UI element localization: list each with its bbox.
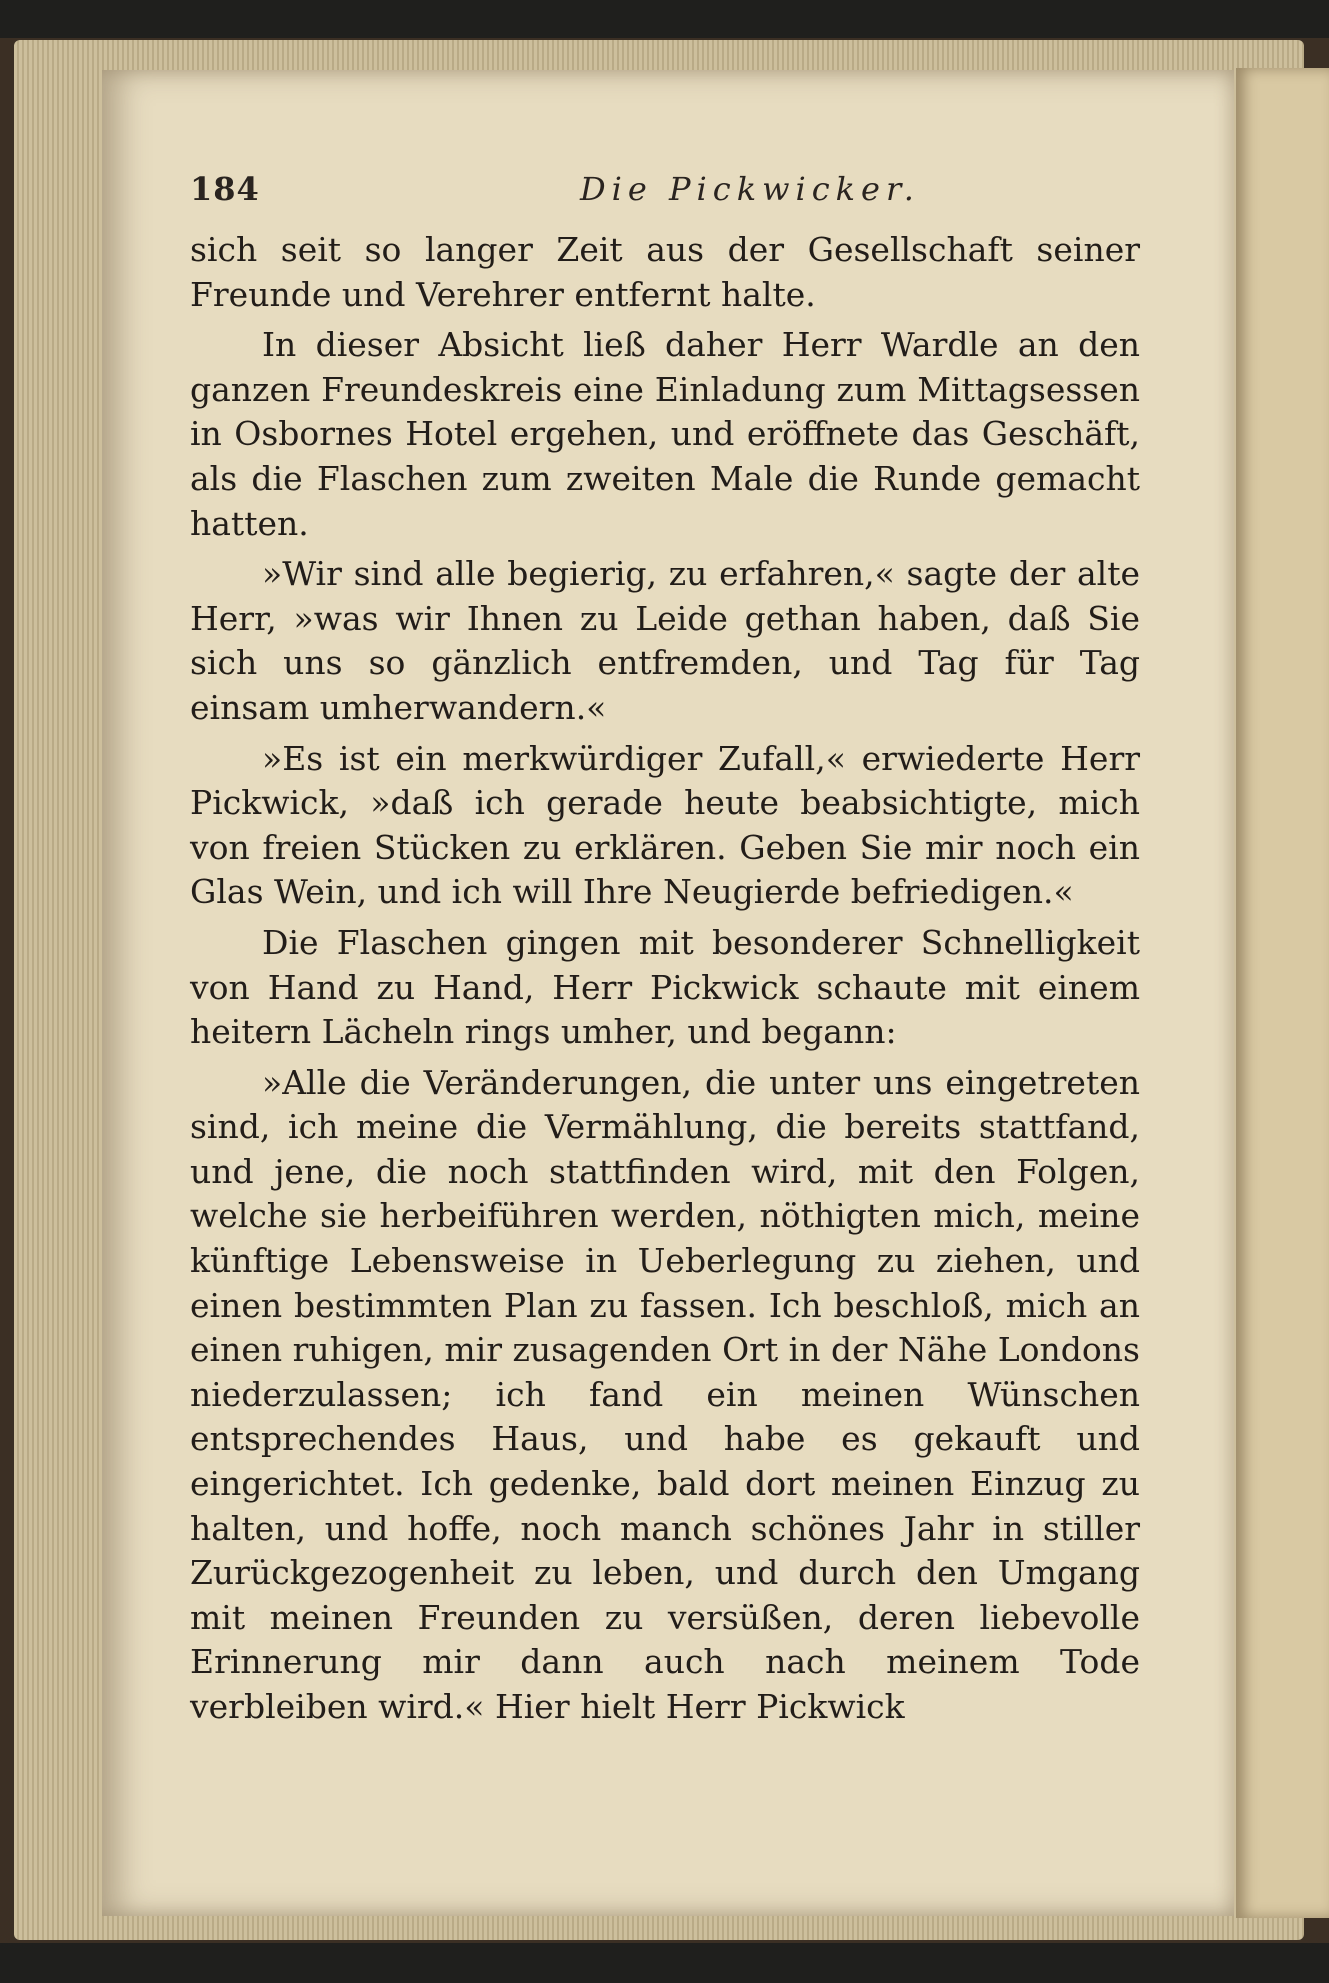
- body-text: [190, 228, 1140, 1736]
- paragraph: »Es ist ein merkwürdiger Zufall,« erwiederte Herr Pickwick, »daß ich gerade heute beabsichtigte, mich von freien Stücken zu erklären. Geben Sie mir noch ein Glas Wein, und ich will Ihre Neugierde befriedigen.«: [190, 738, 1140, 912]
- paragraph: »Wir sind alle begierig, zu erfahren,« sagte der alte Herr, »was wir Ihnen zu Leide gethan haben, daß Sie sich uns so gänzlich entfremden, und Tag für Tag einsam umherwandern.«: [190, 554, 1140, 727]
- paragraph: Die Flaschen gingen mit besonderer Schnelligkeit von Hand zu Hand, Herr Pickwick schaute mit einem heitern Lächeln rings umher, und begann:: [190, 922, 1140, 1052]
- facing-page-edge: [1236, 68, 1329, 1918]
- page-header: [190, 170, 1050, 220]
- paragraph: In dieser Absicht ließ daher Herr Wardle an den ganzen Freundeskreis eine Einladung zum Mittagsessen in Osbornes Hotel ergehen, und eröffnete das Geschäft, als die Flaschen zum zweiten Male die Runde gemacht hatten.: [190, 325, 1140, 543]
- paragraph: sich seit so langer Zeit aus der Gesellschaft seiner Freunde und Verehrer entfernt halte.: [190, 230, 1140, 314]
- running-title: Die Pickwicker.: [580, 170, 920, 208]
- page-number: 184: [190, 170, 260, 208]
- paragraph: »Alle die Veränderungen, die unter uns eingetreten sind, ich meine die Vermählung, die bereits stattfand, und jene, die noch stattfinden wird, mit den Folgen, welche sie herbeiführen werden, nöthigten mich, meine künftige Lebensweise in Ueberlegung zu ziehen, und einen bestimmten Plan zu fassen. Ich beschloß, mich an einen ruhigen, mir zusagenden Ort in der Nähe Londons niederzulassen; ich fand ein meinen Wünschen entsprechendes Haus, und habe es gekauft und eingerichtet. Ich gedenke, bald dort meinen Einzug zu halten, und hoffe, noch manch schönes Jahr in stiller Zurückgezogenheit zu leben, und durch den Umgang mit meinen Freunden zu versüßen, deren liebevolle Erinnerung mir dann auch nach meinem Tode verbleiben wird.« Hier hielt Herr Pickwick: [190, 1062, 1140, 1726]
